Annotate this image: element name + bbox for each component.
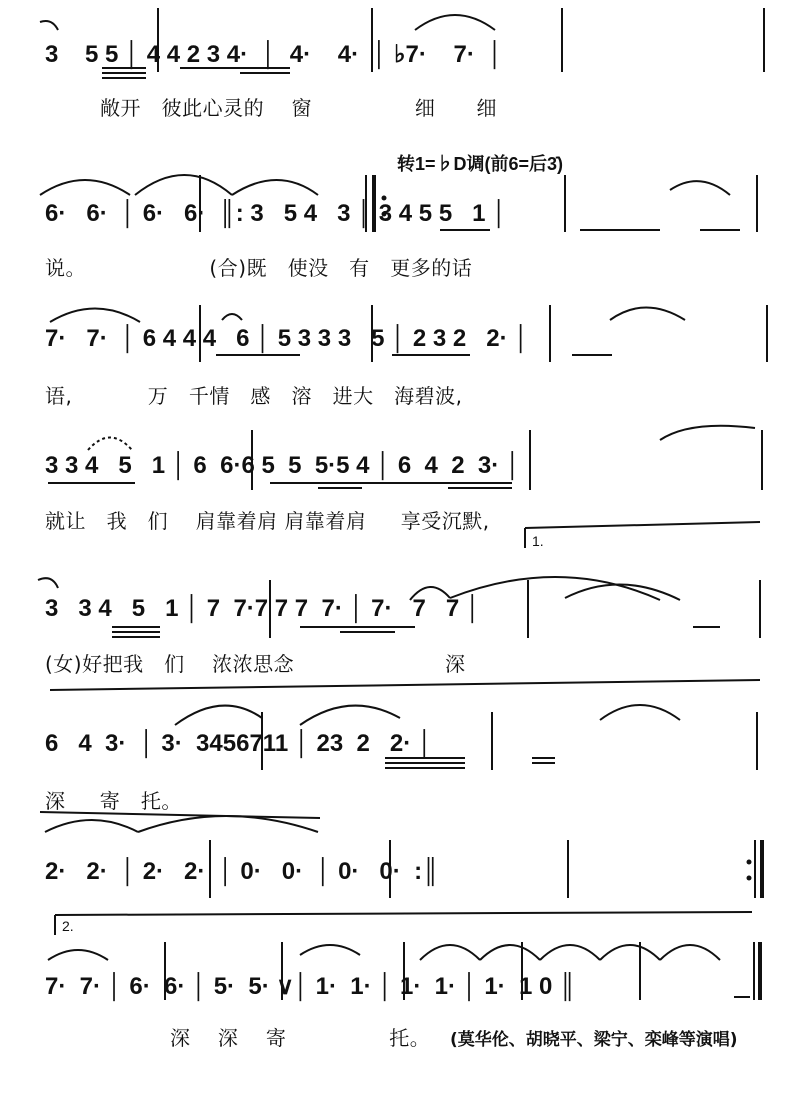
system-6-lyrics: 深 寄 托。 [45,789,182,813]
system-2-notes: 6· 6· │ 6· 6· ║: 3 5 4 3 │ 3 4 5 5 1 │ [45,200,508,227]
performer-credit: (莫华伦、胡晓平、梁宁、栾峰等演唱) [450,1030,738,1050]
system-4-notes: 3 3 4 5 1 │ 6 6·6 5 5 5·5 4 │ 6 4 2 3· │ [45,452,521,479]
system-1-notes: 3 5 5 │ 4 4 2 3 4· │ 4· 4· │ ♭7· 7· │ [45,41,504,68]
system-7-notes: 2· 2· │ 2· 2· │ 0· 0· │ 0· 0· :║ [45,858,440,885]
system-5-lyrics: (女)好把我 们 浓浓思念 深 [45,652,466,676]
system-1-lyrics: 敞开 彼此心灵的 窗 细 细 [100,96,498,120]
key-change-marking: 转1=♭D调(前6=后3̇) [397,154,564,174]
system-8-notes: 7· 7· │ 6· 6· │ 5· 5· ∨│ 1· 1· │ 1· 1· │ 1· 1 0 ║ [45,973,577,1000]
volta-2-label: 2. [62,918,74,934]
system-3-notes: 7· 7· │ 6 4 4 4 6 │ 5 3 3 3 5 │ 2 3 2 2· │ [45,325,530,352]
system-4-lyrics: 就让 我 们 肩靠着肩 肩靠着肩 享受沉默, [45,509,490,533]
volta-1-label: 1. [532,533,544,549]
system-6-notes: 6 4 3· │ 3· 3456711 │ 23 2 2· │ [45,730,433,757]
system-3-lyrics: 语, 万 千情 感 溶 进大 海碧波, [45,384,463,408]
system-2-lyrics: 说。 (合)既 使没 有 更多的话 [45,256,473,280]
system-5-notes: 3 3 4 5 1 │ 7 7·7 7 7 7· │ 7· 7 7 │ [45,595,481,622]
system-8-lyrics: 深 深 寄 托。 [170,1026,431,1050]
